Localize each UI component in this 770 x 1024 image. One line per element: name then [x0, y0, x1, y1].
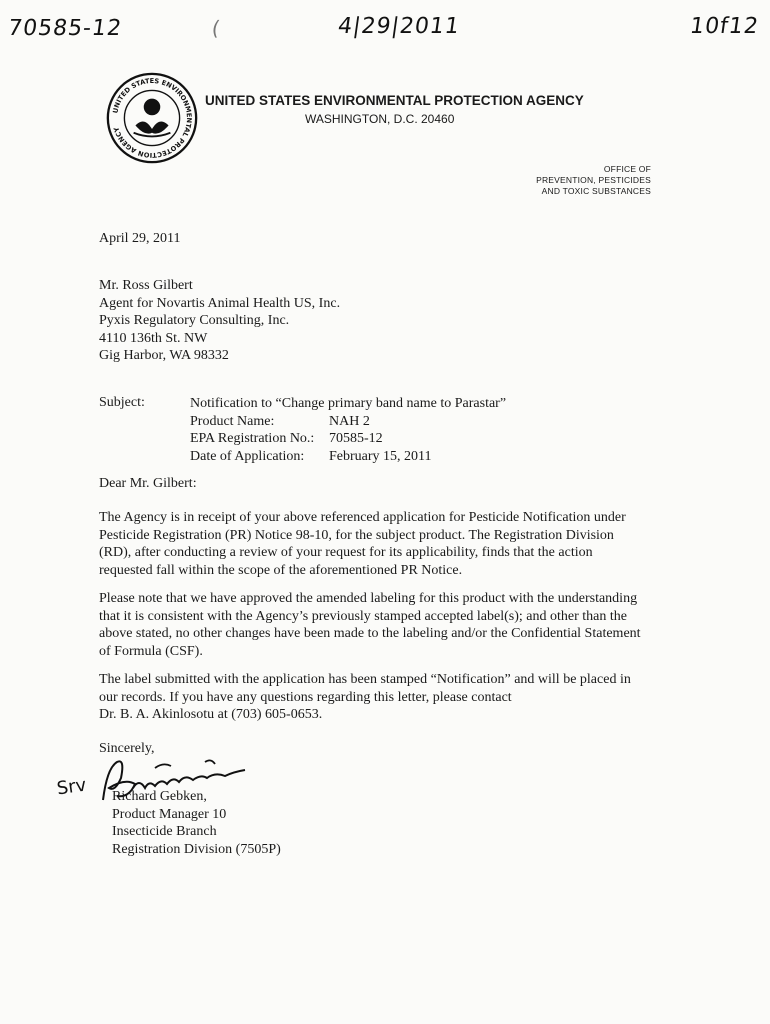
paragraph-line: of Formula (CSF).	[99, 643, 203, 659]
office-line: PREVENTION, PESTICIDES	[536, 175, 651, 185]
recipient-line: 4110 136th St. NW	[99, 330, 208, 346]
salutation: Dear Mr. Gilbert:	[99, 476, 197, 491]
paragraph-1	[99, 509, 644, 579]
paragraph-line: requested fall within the scope of the aforementioned PR Notice.	[99, 562, 463, 578]
handwritten-page-number: 10f12	[688, 14, 761, 39]
office-line: AND TOXIC SUBSTANCES	[541, 186, 651, 196]
subject-block	[190, 395, 506, 465]
subject-value: 70585-12	[329, 431, 383, 446]
recipient-address	[99, 277, 340, 365]
paragraph-line: (RD), after conducting a review of your request for its applicability, finds that the action	[99, 545, 593, 560]
signature-line: Richard Gebken,	[112, 789, 207, 804]
office-line: OFFICE OF	[603, 164, 651, 174]
subject-title: Notification to “Change primary band name to Parastar”	[190, 396, 507, 411]
paragraph-3	[99, 671, 644, 724]
agency-address: WASHINGTON, D.C. 20460	[305, 112, 455, 126]
recipient-line: Agent for Novartis Animal Health US, Inc.	[99, 295, 341, 311]
paragraph-line: above stated, no other changes have been made to the labeling and/or the Confidential Statement	[99, 626, 641, 641]
recipient-line: Gig Harbor, WA 98332	[99, 348, 229, 363]
signature-line: Registration Division (7505P)	[112, 841, 281, 857]
paragraph-line: The label submitted with the application has been stamped “Notification” and will be placed in	[99, 672, 631, 687]
epa-seal-icon	[106, 72, 198, 164]
handwritten-date: 4|29|2011	[336, 14, 462, 39]
subject-row	[190, 430, 506, 448]
paragraph-2	[99, 590, 644, 660]
subject-label: Subject:	[99, 395, 145, 410]
recipient-line: Pyxis Regulatory Consulting, Inc.	[99, 313, 290, 328]
handwritten-reg-number: 70585-12	[6, 16, 124, 41]
svg-text:UNITED STATES ENVIRONMENTAL PR: UNITED STATES ENVIRONMENTAL PROTECTION AGENCY	[111, 77, 194, 160]
recipient-line: Mr. Ross Gilbert	[99, 278, 193, 293]
subject-key: Date of Application:	[190, 448, 305, 464]
paragraph-line: Please note that we have approved the amended labeling for this product with the understanding	[99, 591, 638, 606]
paragraph-line: Dr. B. A. Akinlosotu at (703) 605-0653.	[99, 707, 323, 722]
letter-date: April 29, 2011	[99, 231, 181, 246]
closing: Sincerely,	[99, 741, 155, 756]
signature-line: Product Manager 10	[112, 806, 227, 822]
subject-value: February 15, 2011	[329, 448, 432, 464]
paragraph-line: our records. If you have any questions regarding this letter, please contact	[99, 689, 512, 705]
handwritten-initials: Srv	[55, 774, 88, 800]
subject-key: EPA Registration No.:	[190, 431, 315, 446]
handwritten-mark: (	[210, 16, 223, 40]
office-block	[536, 164, 651, 197]
signature-block	[112, 788, 281, 858]
agency-name: UNITED STATES ENVIRONMENTAL PROTECTION AGENCY	[205, 93, 584, 108]
paragraph-line: The Agency is in receipt of your above referenced application for Pesticide Notification under	[99, 510, 626, 525]
signature-line: Insecticide Branch	[112, 824, 217, 839]
paragraph-line: Pesticide Registration (PR) Notice 98-10, for the subject product. The Registration Division	[99, 527, 614, 543]
subject-key: Product Name:	[190, 413, 275, 429]
subject-value: NAH 2	[329, 413, 370, 429]
subject-row	[190, 413, 506, 431]
paragraph-line: that it is consistent with the Agency’s previously stamped accepted label(s); and other than the	[99, 608, 627, 624]
subject-row	[190, 448, 506, 466]
